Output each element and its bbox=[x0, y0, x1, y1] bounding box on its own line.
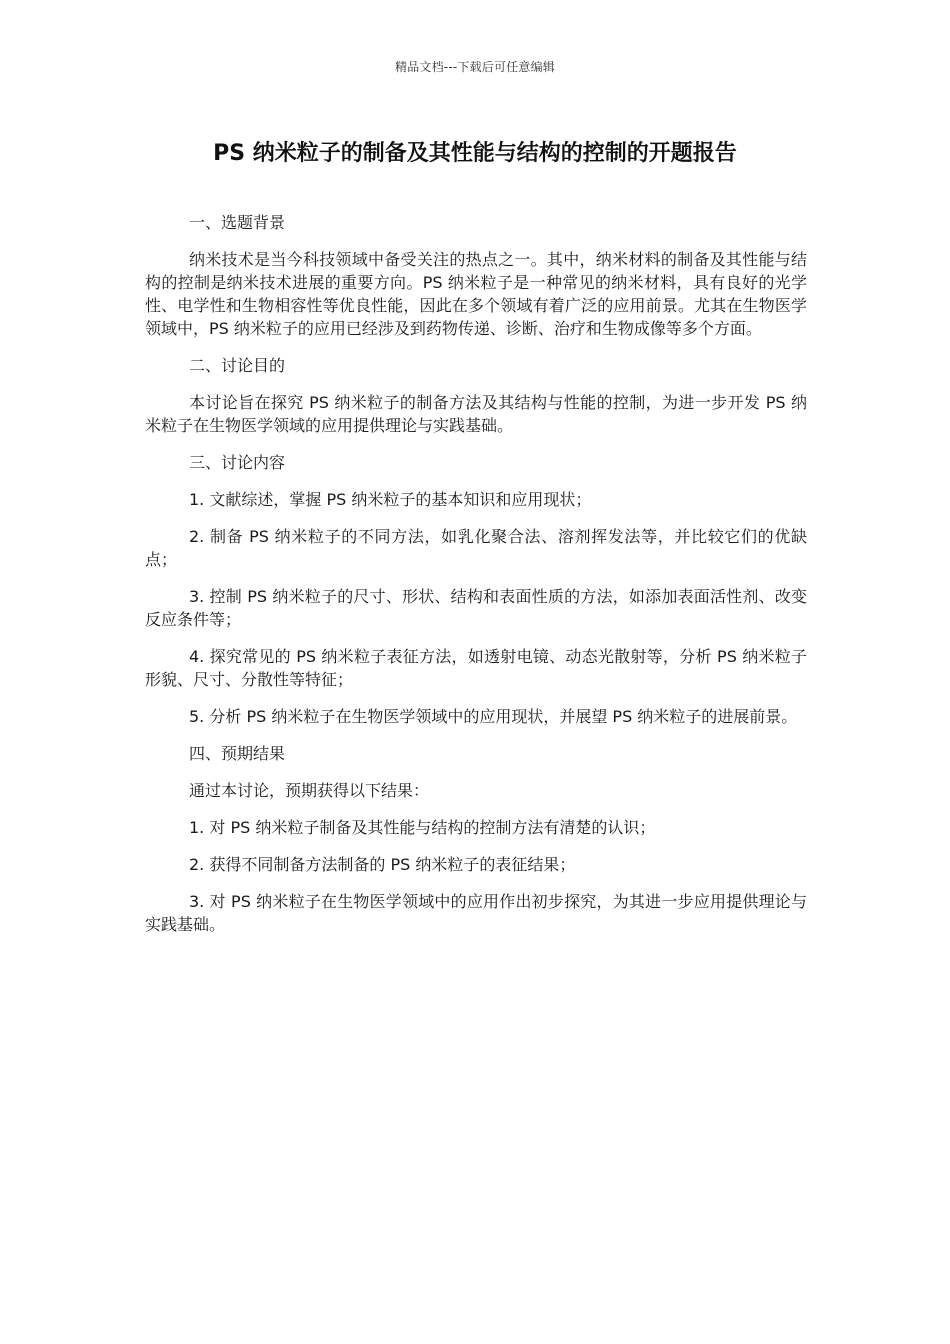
list-item: 2. 制备 PS 纳米粒子的不同方法，如乳化聚合法、溶剂挥发法等，并比较它们的优缺点； bbox=[145, 527, 807, 569]
list-item: 5. 分析 PS 纳米粒子在生物医学领域中的应用现状，并展望 PS 纳米粒子的进展前景。 bbox=[189, 707, 798, 726]
list-item: 1. 对 PS 纳米粒子制备及其性能与结构的控制方法有清楚的认识； bbox=[189, 818, 656, 837]
list-item: 3. 对 PS 纳米粒子在生物医学领域中的应用作出初步探究，为其进一步应用提供理论与实践基础。 bbox=[145, 892, 807, 934]
list-item: 2. 获得不同制备方法制备的 PS 纳米粒子的表征结果； bbox=[189, 855, 576, 874]
document-title: PS 纳米粒子的制备及其性能与结构的控制的开题报告 bbox=[213, 141, 737, 166]
running-header: 精品文档---下载后可任意编辑 bbox=[395, 60, 555, 74]
section-heading: 二、讨论目的 bbox=[189, 356, 286, 375]
list-item: 4. 探究常见的 PS 纳米粒子表征方法，如透射电镜、动态光散射等，分析 PS 纳米粒子形貌、尺寸、分散性等特征； bbox=[145, 647, 807, 689]
document-body bbox=[145, 211, 807, 950]
section-heading: 一、选题背景 bbox=[189, 213, 286, 232]
list-item: 3. 控制 PS 纳米粒子的尺寸、形状、结构和表面性质的方法，如添加表面活性剂、改变反应条件等； bbox=[145, 587, 807, 629]
list-item: 1. 文献综述，掌握 PS 纳米粒子的基本知识和应用现状； bbox=[189, 490, 592, 509]
section-heading: 四、预期结果 bbox=[189, 744, 286, 763]
body-paragraph: 本讨论旨在探究 PS 纳米粒子的制备方法及其结构与性能的控制，为进一步开发 PS 纳米粒子在生物医学领域的应用提供理论与实践基础。 bbox=[145, 393, 807, 435]
body-paragraph: 纳米技术是当今科技领域中备受关注的热点之一。其中，纳米材料的制备及其性能与结构的控制是纳米技术进展的重要方向。PS 纳米粒子是一种常见的纳米材料，具有良好的光学性、电学性和生物相容性等优良性能，因此在多个领域有着广泛的应用前景。尤其在生物医学领域中，PS 纳米粒子的应用已经涉及到药物传递、诊断、治疗和生物成像等多个方面。 bbox=[145, 250, 807, 338]
body-paragraph: 通过本讨论，预期获得以下结果： bbox=[189, 781, 430, 800]
section-heading: 三、讨论内容 bbox=[189, 453, 286, 472]
